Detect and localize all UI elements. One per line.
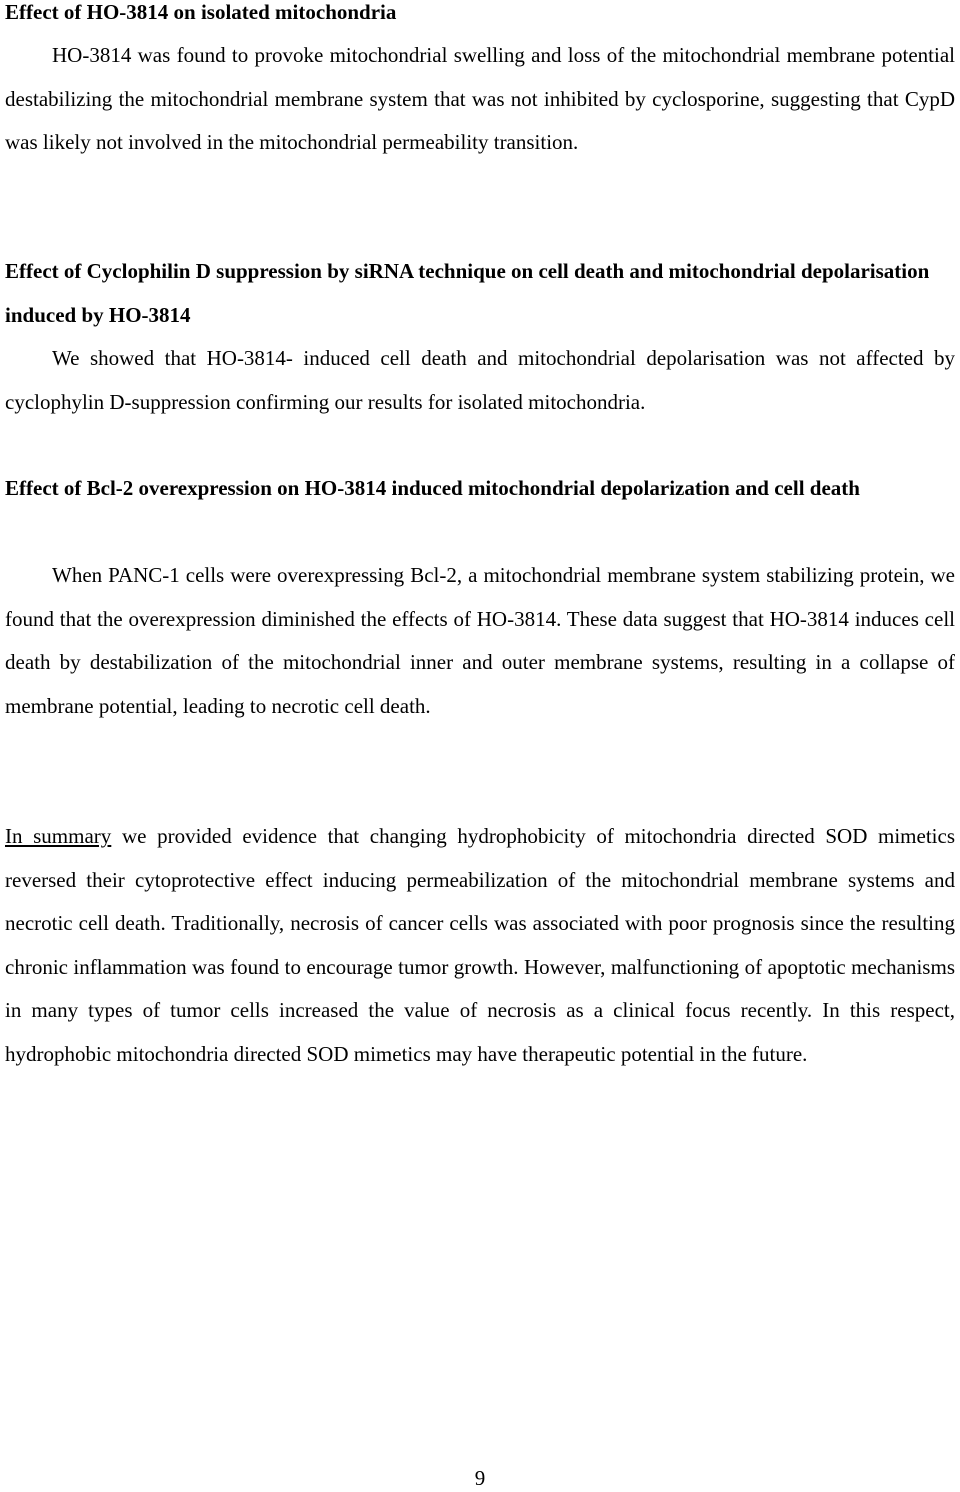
summary-lead: In summary	[5, 824, 112, 848]
section-heading-cyclophilin-d: Effect of Cyclophilin D suppression by siRNA technique on cell death and mitochondrial depolarisation induced by HO-3814	[5, 259, 930, 327]
page-number: 9	[474, 1466, 486, 1490]
section-heading-bcl2: Effect of Bcl-2 overexpression on HO-3814 induced mitochondrial depolarization and cell death	[5, 476, 860, 500]
section-body-bcl2: When PANC-1 cells were overexpressing Bcl-2, a mitochondrial membrane system stabilizing protein, we found that the overexpression diminished the effects of HO-3814. These data suggest that HO-3814 induces cell death by destabilization of the mitochondrial inner and outer membrane systems, resulting in a collapse of membrane potential, leading to necrotic cell death.	[5, 563, 955, 718]
summary-paragraph	[5, 815, 955, 1076]
summary-text: we provided evidence that changing hydrophobicity of mitochondria directed SOD mimetics reversed their cytoprotective effect inducing permeabilization of the mitochondrial membrane systems and necrotic cell death. Traditionally, necrosis of cancer cells was associated with poor prognosis since the resulting chronic inflammation was found to encourage tumor growth. However, malfunctioning of apoptotic mechanisms in many types of tumor cells increased the value of necrosis as a clinical focus recently. In this respect, hydrophobic mitochondria directed SOD mimetics may have therapeutic potential in the future.	[5, 824, 955, 1066]
section-body-cyclophilin-d: We showed that HO-3814- induced cell death and mitochondrial depolarisation was not affected by cyclophylin D-suppression confirming our results for isolated mitochondria.	[5, 346, 955, 414]
section-heading-isolated-mitochondria: Effect of HO-3814 on isolated mitochondria	[5, 0, 397, 24]
section-body-isolated-mitochondria: HO-3814 was found to provoke mitochondrial swelling and loss of the mitochondrial membrane potential destabilizing the mitochondrial membrane system that was not inhibited by cyclosporine, suggesting that CypD was likely not involved in the mitochondrial permeability transition.	[5, 43, 955, 154]
